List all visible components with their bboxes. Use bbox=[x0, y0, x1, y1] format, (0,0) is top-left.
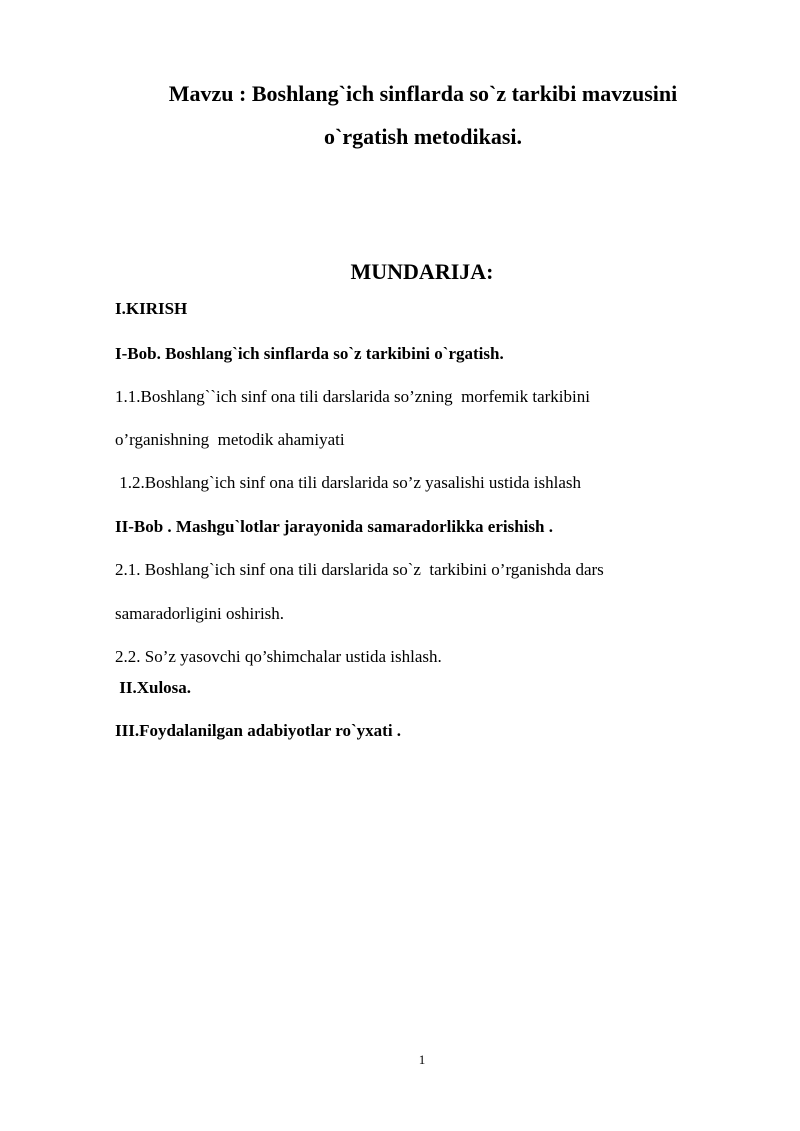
toc-section-2-2: 2.2. So’z yasovchi qo’shimchalar ustida ishlash. bbox=[115, 647, 442, 666]
toc-chapter-1: I-Bob. Boshlang`ich sinflarda so`z tarkibini o`rgatish. bbox=[115, 344, 504, 363]
toc-references: III.Foydalanilgan adabiyotlar ro`yxati . bbox=[115, 721, 402, 740]
toc-section-1-2: 1.2.Boshlang`ich sinf ona tili darslarida so’z yasalishi ustida ishlash bbox=[115, 473, 582, 492]
toc-conclusion: II.Xulosa. bbox=[115, 678, 192, 697]
toc-section-2-1-line-1: 2.1. Boshlang`ich sinf ona tili darslarida so`z tarkibini o’rganishda dars bbox=[115, 560, 604, 579]
toc-chapter-2: II-Bob . Mashgu`lotlar jarayonida samaradorlikka erishish . bbox=[115, 517, 553, 536]
title-line-2: o`rgatish metodikasi. bbox=[324, 124, 522, 149]
toc-introduction: I.KIRISH bbox=[115, 299, 188, 318]
toc-section-1-1-line-2: o’rganishning metodik ahamiyati bbox=[115, 430, 345, 449]
page-number: 1 bbox=[418, 1052, 426, 1067]
title-line-1: Mavzu : Boshlang`ich sinflarda so`z tarkibi mavzusini bbox=[168, 81, 678, 106]
toc-section-2-1-line-2: samaradorligini oshirish. bbox=[115, 604, 285, 623]
toc-section-1-1-line-1: 1.1.Boshlang``ich sinf ona tili darslarida so’zning morfemik tarkibini bbox=[115, 387, 590, 406]
document-title bbox=[80, 72, 766, 158]
contents-heading: MUNDARIJA: bbox=[350, 259, 494, 284]
